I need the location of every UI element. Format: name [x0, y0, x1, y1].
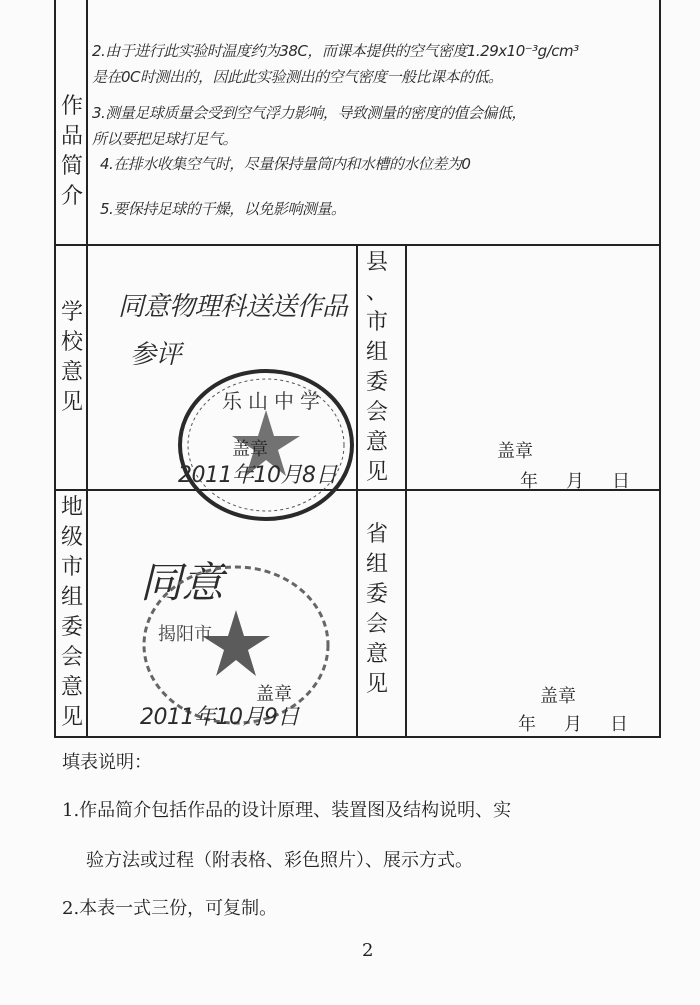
province-date-year: 年 — [518, 714, 536, 735]
county-date-year: 年 — [520, 471, 538, 492]
school-date: 2011年10月8日 — [178, 463, 337, 488]
page-number: 2 — [362, 940, 374, 961]
school-seal-text: 乐山中学 — [222, 389, 326, 413]
school-seal-label: 盖章 — [232, 439, 268, 460]
intro-line-5: 4.在排水收集空气时，尽量保持量筒内和水槽的水位差为0 — [100, 155, 471, 173]
intro-line-1: 2.由于进行此实验时温度约为38C，而课本提供的空气密度1.29x10⁻³g/cm³ — [92, 42, 579, 60]
table-border-right — [659, 0, 661, 738]
notes-item-1-line-1: 1.作品简介包括作品的设计原理、装置图及结构说明、实 — [62, 800, 512, 821]
label-column-divider — [86, 0, 88, 738]
province-date-month: 月 — [564, 714, 582, 735]
city-opinion-text: 同意 — [140, 558, 224, 607]
school-opinion-text-2: 参评 — [130, 340, 182, 370]
middle-column-divider-right — [405, 245, 407, 737]
city-seal-text: 揭阳市 — [158, 624, 212, 645]
city-date: 2011年10月9日 — [140, 705, 299, 730]
intro-line-6: 5.要保持足球的干燥，以免影响测量。 — [100, 200, 346, 218]
intro-line-3: 3.测量足球质量会受到空气浮力影响，导致测量的密度的值会偏低， — [92, 104, 526, 122]
notes-item-1-line-2: 验方法或过程（附表格、彩色照片）、展示方式。 — [86, 850, 473, 871]
county-committee-label: 县、市组委会意见 — [365, 250, 388, 485]
city-committee-label: 地级市组委会意见 — [60, 495, 83, 730]
province-seal-label: 盖章 — [540, 686, 576, 707]
intro-label-text: 作品简介 — [60, 94, 83, 209]
province-committee-label: 省组委会意见 — [365, 522, 388, 697]
county-seal-label: 盖章 — [497, 441, 533, 462]
notes-item-2: 2.本表一式三份，可复制。 — [62, 898, 278, 919]
intro-line-2: 是在0C时测出的，因此此实验测出的空气密度一般比课本的低。 — [92, 68, 503, 86]
county-date-month: 月 — [566, 471, 584, 492]
city-seal-label: 盖章 — [256, 684, 292, 705]
province-date-day: 日 — [610, 714, 628, 735]
intro-label — [60, 92, 84, 212]
intro-line-4: 所以要把足球打足气。 — [92, 130, 238, 148]
school-opinion-text: 同意物理科送送作品 — [118, 292, 348, 322]
county-date-day: 日 — [612, 471, 630, 492]
table-border-left — [54, 0, 56, 738]
school-opinion-label: 学校意见 — [60, 300, 83, 415]
notes-heading: 填表说明： — [62, 752, 152, 773]
